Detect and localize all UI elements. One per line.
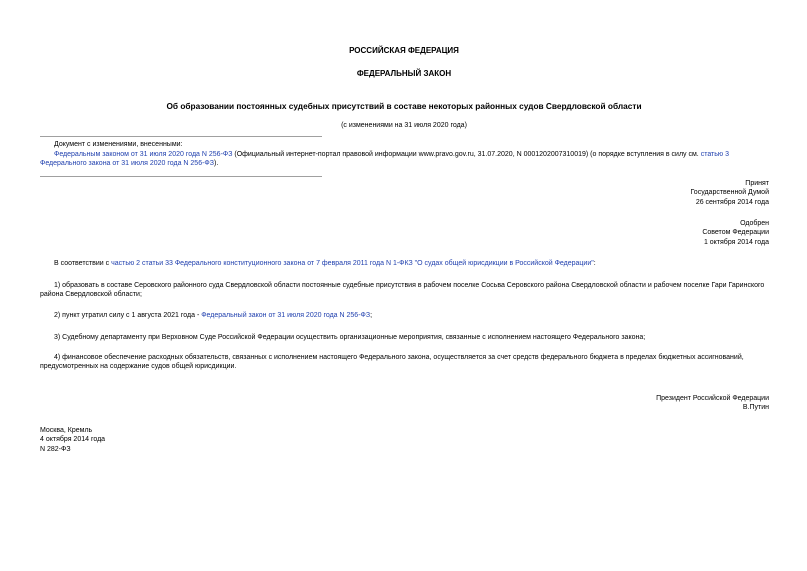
- changes-note-text: (Официальный интернет-портал правовой информации www.pravo.gov.ru, 31.07.2020, N 0001202007310019) (о порядке вступления в силу см.: [232, 151, 701, 158]
- duma-name: Государственной Думой: [690, 189, 769, 197]
- changes-note-end: ).: [213, 160, 219, 168]
- changes-intro: Документ с изменениями, внесенными:: [54, 141, 183, 148]
- signing-date: 4 октября 2014 года: [40, 436, 106, 444]
- council-approved-label: Одобрен: [740, 220, 769, 227]
- top-divider: [40, 136, 322, 137]
- bottom-divider: [40, 176, 322, 177]
- country-heading: РОССИЙСКАЯ ФЕДЕРАЦИЯ: [349, 46, 459, 55]
- document-type-heading: ФЕДЕРАЛЬНЫЙ ЗАКОН: [356, 69, 452, 78]
- council-date: 1 октября 2014 года: [703, 238, 769, 246]
- signatory-position: Президент Российской Федерации: [656, 395, 769, 402]
- law-number: N 282-ФЗ: [40, 445, 71, 453]
- item-2-text: 2) пункт утратил силу с 1 августа 2021 года -: [54, 312, 202, 319]
- item-3: 3) Судебному департаменту при Верховном Суде Российской Федерации осуществить организационные мероприятия, связанные с исполнением настоящего Федерального закона;: [54, 334, 646, 341]
- signature-block: [656, 394, 769, 413]
- repeal-law-link[interactable]: Федеральный закон от 31 июля 2020 года N 256-ФЗ: [201, 312, 371, 319]
- preamble-end: :: [593, 260, 596, 267]
- revision-note: (с изменениями на 31 июля 2020 года): [341, 122, 467, 129]
- constitutional-law-link[interactable]: частью 2 статьи 33 Федерального конституционного закона от 7 февраля 2011 года N 1-ФКЗ "О судах общей юрисдикции в Российской Федерации": [111, 260, 594, 267]
- item-2: [40, 311, 768, 320]
- changes-note: [40, 150, 768, 169]
- footer: [40, 426, 105, 454]
- duma-adoption: [690, 179, 769, 207]
- duma-date: 26 сентября 2014 года: [695, 198, 769, 206]
- signing-place: Москва, Кремль: [40, 427, 93, 434]
- duma-adopted-label: Принят: [745, 180, 769, 187]
- amendment-law-link[interactable]: Федеральным законом от 31 июля 2020 года N 256-ФЗ: [54, 151, 233, 158]
- article-3-link[interactable]: статью 3 Федерального закона от 31 июля 2020 года N 256-ФЗ: [40, 151, 729, 168]
- preamble-text: В соответствии с: [54, 260, 112, 267]
- item-2-end: ;: [370, 312, 373, 319]
- item-4: 4) финансовое обеспечение расходных обязательств, связанных с исполнением настоящего Федерального закона, осуществляется за счет средств федерального бюджета в пределах бюджетных ассигнований, предусмотренных на содержание судов общей юрисдикции.: [40, 354, 744, 371]
- preamble: [40, 259, 768, 268]
- signatory-name: В.Путин: [742, 404, 769, 412]
- page-title: Об образовании постоянных судебных присутствий в составе некоторых районных судов Свердловской области: [166, 101, 642, 111]
- council-name: Советом Федерации: [702, 229, 769, 237]
- council-approval: [702, 219, 769, 247]
- item-1: 1) образовать в составе Серовского районного суда Свердловской области постоянные судебные присутствия в рабочем поселке Сосьва Серовского района Свердловской области и рабочем поселке Гари Гаринского района Свердловской области;: [40, 282, 765, 299]
